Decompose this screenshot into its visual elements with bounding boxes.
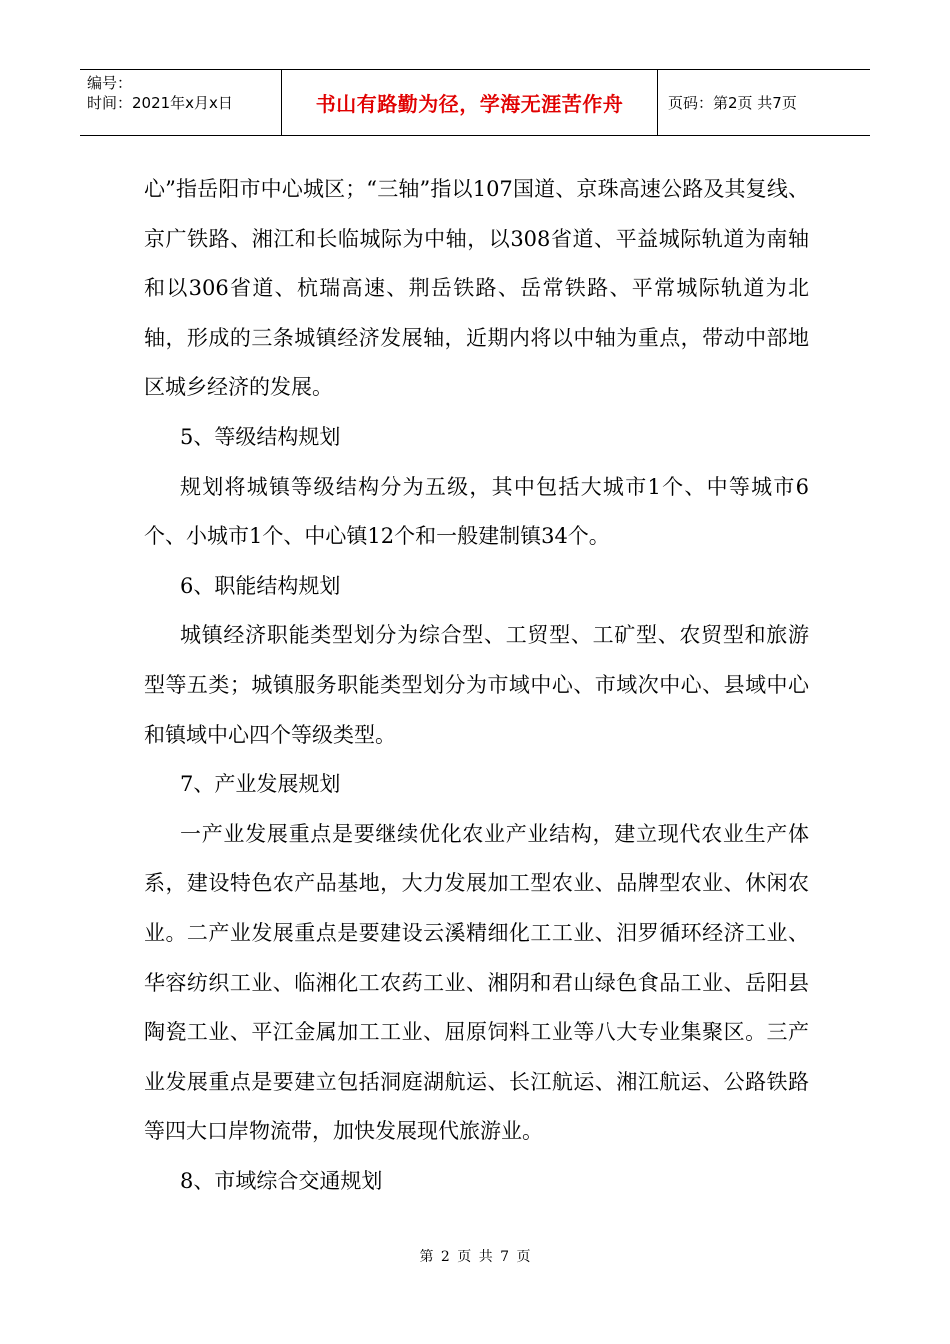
- document-date-label: 时间：2021年x月x日: [87, 94, 233, 112]
- document-number-label: 编号：: [87, 74, 133, 92]
- page-footer: 第 2 页 共 7 页: [419, 1249, 531, 1265]
- section-heading-7: 7、产业发展规划: [180, 772, 341, 797]
- section-heading-6: 6、职能结构规划: [180, 573, 341, 598]
- paragraph-grade-structure: 规划将城镇等级结构分为五级，其中包括大城市1个、中等城市6个、小城市1个、中心镇12个和一般建制镇34个。: [144, 474, 809, 549]
- document-body: [144, 165, 809, 1206]
- header-meta-cell: [80, 70, 282, 135]
- paragraph-industry-development: 一产业发展重点是要继续优化农业产业结构，建立现代农业生产体系，建设特色农产品基地，大力发展加工型农业、品牌型农业、休闲农业。二产业发展重点是要建设云溪精细化工工业、汨罗循环经济工业、华容纺织工业、临湘化工农药工业、湘阴和君山绿色食品工业、岳阳县陶瓷工业、平江金属加工工业、屈原饲料工业等八大专业集聚区。三产业发展重点是要建立包括洞庭湖航运、长江航运、湘江航运、公路铁路等四大口岸物流带，加快发展现代旅游业。: [144, 821, 809, 1144]
- header-motto: 书山有路勤为径，学海无涯苦作舟: [282, 70, 658, 135]
- paragraph-function-structure: 城镇经济职能类型划分为综合型、工贸型、工矿型、农贸型和旅游型等五类；城镇服务职能类型划分为市域中心、市域次中心、县域中心和镇域中心四个等级类型。: [144, 623, 809, 747]
- document-header: [80, 69, 870, 136]
- section-heading-8: 8、市域综合交通规划: [180, 1168, 383, 1193]
- paragraph-continued: 心”指岳阳市中心城区；“三轴”指以107国道、京珠高速公路及其复线、京广铁路、湘江和长临城际为中轴，以308省道、平益城际轨道为南轴和以306省道、杭瑞高速、荆岳铁路、岳常铁路、平常城际轨道为北轴，形成的三条城镇经济发展轴，近期内将以中轴为重点，带动中部地区城乡经济的发展。: [144, 177, 809, 400]
- header-page-info: 页码：第2页 共7页: [668, 94, 797, 112]
- section-heading-5: 5、等级结构规划: [180, 424, 341, 449]
